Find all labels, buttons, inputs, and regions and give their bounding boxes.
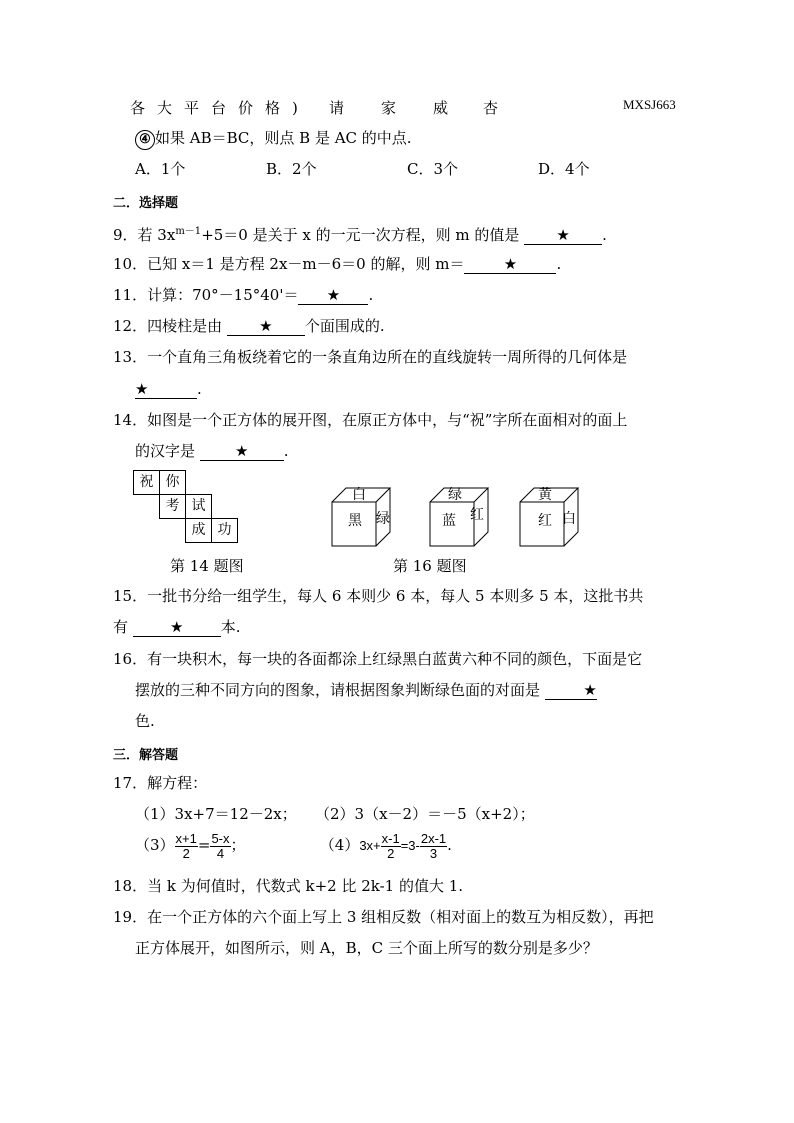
question-16-line2 — [135, 680, 597, 700]
net-face: 试 — [186, 494, 212, 519]
answer-blank[interactable]: ★ — [227, 317, 305, 336]
answer-blank[interactable]: ★ — [464, 255, 556, 274]
q17-part4 — [315, 830, 452, 861]
cube-3-front: 红 — [538, 513, 552, 529]
term: =3- — [400, 838, 420, 853]
header-char: 格 — [265, 99, 281, 117]
q11-text: 11．计算：70°－15°40'＝ — [113, 286, 299, 304]
option-a: A．1个 — [135, 160, 186, 178]
fraction — [381, 832, 401, 861]
net-face: 功 — [212, 518, 238, 543]
section-title-fill: 二．选择题 — [113, 196, 179, 211]
question-10 — [113, 254, 561, 274]
question-17: 17．解方程： — [113, 774, 208, 792]
question-14: 14．如图是一个正方体的展开图，在原正方体中，与“祝”字所在面相对的面上 — [113, 411, 628, 429]
numerator: 5-x — [211, 830, 230, 846]
header-char: 请 — [329, 99, 345, 117]
option-b: B．2个 — [266, 160, 317, 178]
question-11 — [113, 285, 373, 305]
q8-item4 — [135, 128, 412, 150]
cube-3-top: 黄 — [538, 487, 552, 503]
numerator: x-1 — [381, 830, 400, 846]
denominator: 2 — [182, 845, 190, 861]
cube-3-side: 白 — [562, 511, 576, 527]
answer-blank[interactable]: ★ — [133, 618, 221, 637]
q11-post: . — [368, 286, 374, 304]
q9-pre: 9．若 3x — [113, 226, 176, 244]
header-char: 平 — [184, 99, 200, 117]
answer-blank[interactable]: ★ — [298, 286, 368, 305]
question-16: 16．有一块积木，每一块的各面都涂上红绿黑白蓝黄六种不同的颜色，下面是它 — [113, 650, 643, 668]
q8-item4-text: 如果 AB＝BC，则点 B 是 AC 的中点. — [155, 129, 412, 147]
cube-2-front: 蓝 — [442, 513, 456, 529]
figure-16-caption: 第 16 题图 — [393, 557, 467, 575]
q12-text: 12．四棱柱是由 — [113, 317, 227, 335]
question-15-answer — [113, 617, 241, 637]
cube-2 — [430, 487, 488, 546]
term: 3x+ — [359, 838, 381, 853]
net-face: 你 — [160, 470, 186, 495]
question-15: 15．一批书分给一组学生，每人 6 本则少 6 本，每人 5 本则多 5 本，这批书共 — [113, 587, 644, 605]
header-char: 家 — [381, 99, 397, 117]
document-code: MXSJ663 — [623, 97, 676, 112]
question-12 — [113, 316, 385, 336]
numerator: 2x-1 — [420, 830, 447, 846]
header-watermark — [130, 97, 513, 118]
cube-1-front: 黑 — [348, 513, 362, 529]
net-face: 成 — [185, 518, 212, 543]
q15-post: 本. — [220, 618, 241, 636]
cube-2-side: 红 — [470, 507, 484, 523]
q14-post: . — [283, 442, 289, 460]
option-d: D．4个 — [538, 160, 590, 178]
question-14-answer — [135, 441, 289, 461]
question-9 — [113, 222, 607, 245]
question-19-line2: 正方体展开，如图所示，则 A，B，C 三个面上所写的数分别是多少？ — [135, 939, 598, 957]
question-13: 13．一个直角三角板绕着它的一条直角边所在的直线旋转一周所得的几何体是 — [113, 348, 628, 366]
question-13-answer — [135, 379, 202, 399]
cube-1-top: 白 — [352, 487, 366, 503]
q17-part3-label: （3） — [135, 836, 175, 854]
header-char: ) — [292, 99, 298, 117]
q9-mid: +5＝0 是关于 x 的一元一次方程，则 m 的值是 — [201, 226, 525, 244]
q17-part4-end: . — [447, 836, 452, 854]
answer-blank[interactable]: ★ — [524, 226, 602, 245]
denominator: 4 — [216, 845, 225, 861]
net-row-3 — [185, 518, 238, 543]
question-19: 19．在一个正方体的六个面上写上 3 组相反数（相对面上的数互为相反数），再把 — [113, 908, 654, 926]
q17-parts-1-2 — [135, 804, 535, 824]
denominator: 3 — [429, 845, 438, 861]
equals: = — [197, 836, 211, 854]
q17-part4-label: （4） — [319, 836, 360, 854]
q10-text: 10．已知 x＝1 是方程 2x－m－6＝0 的解，则 m＝ — [113, 255, 465, 273]
header-char: 大 — [157, 99, 173, 117]
answer-blank[interactable]: ★ — [200, 442, 284, 461]
q17-part1: （1）3x+7＝12－2x； — [135, 805, 297, 823]
header-char: 杏 — [483, 99, 499, 117]
header-char: 各 — [130, 99, 146, 117]
figure-14-caption: 第 14 题图 — [170, 557, 244, 575]
q9-exponent: m－1 — [175, 226, 202, 237]
cube-net-figure — [133, 470, 243, 548]
q12-post: 个面围成的. — [304, 317, 385, 335]
cube-3 — [520, 487, 578, 546]
q9-post: . — [602, 226, 607, 244]
question-18: 18．当 k 为何值时，代数式 k+2 比 2k-1 的值大 1. — [113, 877, 464, 895]
header-char: 台 — [211, 99, 227, 117]
numerator: x+1 — [175, 830, 197, 846]
header-char: 威 — [433, 99, 449, 117]
question-16-line3: 色. — [135, 712, 155, 730]
fraction — [175, 832, 198, 861]
net-row-1 — [133, 470, 186, 495]
fraction — [420, 832, 447, 861]
q14-text: 的汉字是 — [135, 442, 200, 460]
denominator: 2 — [387, 845, 395, 861]
q10-post: . — [556, 255, 562, 273]
option-c: C．3个 — [407, 160, 459, 178]
q17-part3-end: ； — [230, 836, 246, 854]
q15-text: 有 — [113, 618, 133, 636]
q8-options — [135, 159, 590, 179]
q13-post: . — [197, 380, 202, 398]
circled-number: ④ — [135, 130, 155, 150]
q17-part2: （2）3（x－2）＝－5（x+2）； — [315, 805, 535, 823]
section-title-solve: 三．解答题 — [113, 748, 179, 763]
cube-2-top: 绿 — [448, 487, 462, 503]
cube-1 — [332, 487, 390, 546]
cube-1-side: 绿 — [376, 511, 390, 527]
q16-text: 摆放的三种不同方向的图象，请根据图象判断绿色面的对面是 — [135, 681, 545, 699]
net-face: 祝 — [133, 470, 160, 495]
answer-blank[interactable]: ★ — [135, 380, 197, 399]
net-face: 考 — [159, 494, 186, 519]
header-char: 价 — [238, 99, 254, 117]
cube-views-figure — [330, 482, 590, 552]
net-row-2 — [159, 494, 212, 519]
fraction — [210, 832, 230, 861]
answer-blank[interactable]: ★ — [545, 681, 597, 700]
q17-part3 — [135, 830, 315, 861]
q17-parts-3-4 — [135, 830, 452, 862]
